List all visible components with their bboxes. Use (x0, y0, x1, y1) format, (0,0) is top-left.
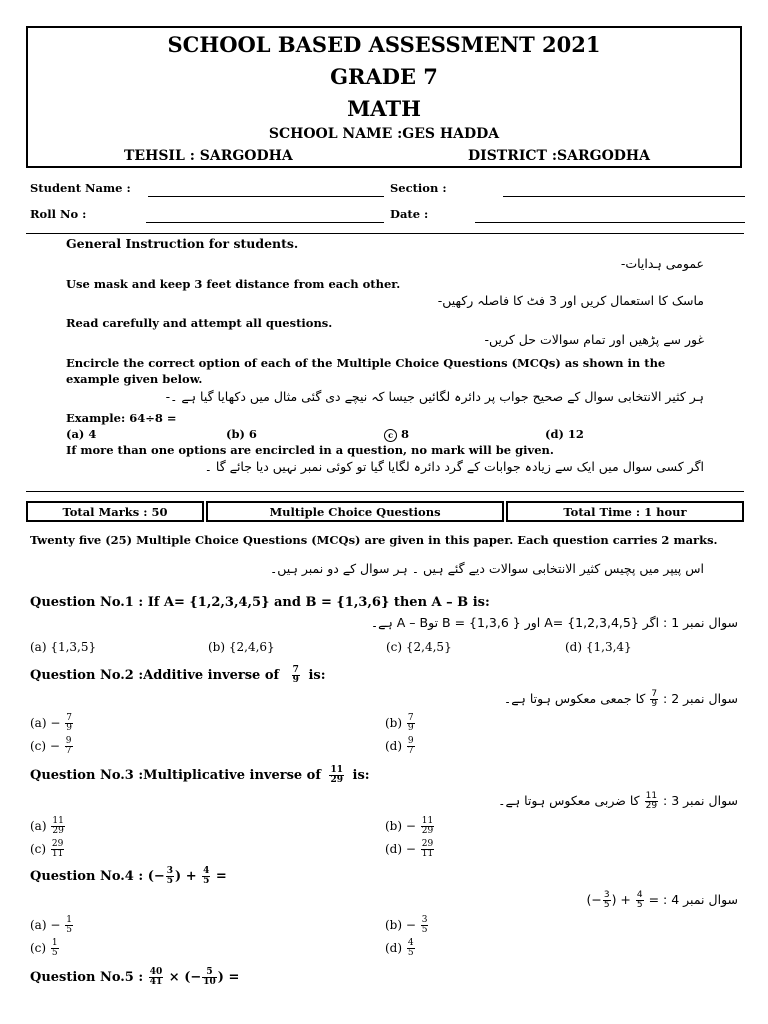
question-2 (30, 666, 326, 685)
divider-top (26, 233, 744, 234)
example-option-b: (b) 6 (226, 427, 257, 441)
q1-option-a[interactable]: (a) {1,3,5} (30, 640, 97, 654)
encircled-c-icon: c (384, 429, 397, 442)
question-4-urdu: سوال نمبر 4 : (− $\frac{3}{5}$ ) + $\frac{4}{5}$ = (586, 890, 738, 910)
question-4 (30, 867, 227, 886)
q4-option-d[interactable]: (d) $\frac{4}{5}$ (385, 938, 414, 958)
q5-expression: $\frac{40}{41}$ × (− $\frac{5}{10}$ ) = (149, 967, 240, 987)
q2-fraction: $\frac{7}{9}$ (292, 665, 299, 685)
date-field[interactable] (475, 222, 745, 223)
q2-option-c[interactable]: (c) − $\frac{9}{7}$ (30, 736, 72, 756)
district: DISTRICT :SARGODHA (468, 148, 650, 164)
instructions-heading: General Instruction for students. (66, 236, 299, 251)
question-3-tail: is: (352, 768, 370, 783)
q2-urdu-fraction: $\frac{7}{9}$ (651, 689, 658, 709)
q3-option-c[interactable]: (c) $\frac{29}{11}$ (30, 839, 64, 859)
intro-text: Twenty five (25) Multiple Choice Questions (MCQs) are given in this paper. Each question carries 2 marks. (30, 533, 718, 547)
q1-option-c[interactable]: (c) {2,4,5} (386, 640, 452, 654)
question-3-label: Question No.3 :Multiplicative inverse of (30, 768, 321, 783)
q4-option-c[interactable]: (c) $\frac{1}{5}$ (30, 938, 58, 958)
q4-urdu-expression: (− $\frac{3}{5}$ ) + $\frac{4}{5}$ = (586, 890, 660, 910)
instruction-encircle-urdu: ہر کثیر الانتخابی سوال کے صحیح جواب پر دائرہ لگائیں جیسا کہ نیچے دی گئی مثال میں دکھایا گیا ہے ۔- (165, 389, 704, 404)
example-option-a: (a) 4 (66, 427, 97, 441)
exam-title: SCHOOL BASED ASSESSMENT 2021 (167, 32, 601, 57)
instruction-encircle: Encircle the correct option of each of the Multiple Choice Questions (MCQs) as shown in the example given below. (66, 356, 666, 386)
question-3-urdu: سوال نمبر 3 : $\frac{11}{29}$ کا ضربی معکوس ہوتا ہے۔ (498, 791, 738, 811)
q2-option-b[interactable]: (b) $\frac{7}{9}$ (385, 713, 414, 733)
q4-option-a[interactable]: (a) − $\frac{1}{5}$ (30, 915, 72, 935)
header-box (26, 26, 742, 168)
q3-fraction: $\frac{11}{29}$ (330, 765, 344, 785)
intro-text-urdu: اس پیپر میں پچیس کثیر الانتخابی سوالات دیے گئے ہیں ۔ ہر سوال کے دو نمبر ہیں۔ (269, 561, 704, 576)
divider-bottom (26, 491, 744, 492)
q3-urdu-fraction: $\frac{11}{29}$ (645, 791, 658, 811)
q4-expression: (− $\frac{3}{5}$ ) + $\frac{4}{5}$ = (147, 866, 227, 886)
date-label: Date : (390, 207, 429, 221)
instruction-mask: Use mask and keep 3 feet distance from each other. (66, 277, 401, 291)
question-1: Question No.1 : If A= {1,2,3,4,5} and B = {1,3,6} then A – B is: (30, 595, 490, 610)
question-2-urdu: سوال نمبر 2 : $\frac{7}{9}$ کا جمعی معکوس ہوتا ہے۔ (503, 689, 738, 709)
tehsil: TEHSIL : SARGODHA (124, 148, 293, 164)
total-marks: Total Marks : 50 (26, 501, 204, 522)
instruction-read-urdu: غور سے پڑھیں اور تمام سوالات حل کریں- (484, 332, 704, 347)
section-label: Section : (390, 181, 447, 195)
question-2-label: Question No.2 :Additive inverse of (30, 668, 280, 683)
instruction-more-than-one-urdu: اگر کسی سوال میں ایک سے زیادہ جوابات کے گرد دائرہ لگایا گیا تو کوئی نمبر نہیں دیا جائے گا ۔ (204, 459, 704, 474)
question-4-label: Question No.4 : (30, 869, 144, 884)
roll-no-field[interactable] (146, 222, 384, 223)
question-1-urdu: سوال نمبر 1 : اگر A= {1,2,3,4,5} اور B = {1,3,6 } توA – B ہے۔ (370, 615, 738, 630)
total-time: Total Time : 1 hour (506, 501, 744, 522)
instruction-more-than-one: If more than one options are encircled in a question, no mark will be given. (66, 443, 554, 457)
instructions-heading-urdu: عمومی ہدایات- (620, 256, 704, 271)
subject-title: MATH (347, 96, 421, 121)
q3-option-d[interactable]: (d) − $\frac{29}{11}$ (385, 839, 434, 859)
q2-option-a[interactable]: (a) − $\frac{7}{9}$ (30, 713, 72, 733)
example-question: Example: 64÷8 = (66, 411, 177, 425)
instruction-read: Read carefully and attempt all questions. (66, 316, 333, 330)
grade-title: GRADE 7 (330, 64, 438, 89)
question-5 (30, 968, 239, 987)
q4-option-b[interactable]: (b) − $\frac{3}{5}$ (385, 915, 428, 935)
q3-option-a[interactable]: (a) $\frac{11}{29}$ (30, 816, 64, 836)
question-3 (30, 766, 370, 785)
q1-option-b[interactable]: (b) {2,4,6} (208, 640, 275, 654)
q2-option-d[interactable]: (d) $\frac{9}{7}$ (385, 736, 414, 756)
student-name-field[interactable] (148, 196, 384, 197)
instruction-mask-urdu: ماسک کا استعمال کریں اور 3 فٹ کا فاصلہ رکھیں- (437, 293, 704, 308)
q3-option-b[interactable]: (b) − $\frac{11}{29}$ (385, 816, 434, 836)
section-field[interactable] (503, 196, 745, 197)
student-name-label: Student Name : (30, 181, 131, 195)
example-option-d: (d) 12 (545, 427, 584, 441)
question-2-tail: is: (308, 668, 326, 683)
school-name: SCHOOL NAME :GES HADDA (268, 126, 500, 142)
example-option-c (384, 427, 409, 442)
section-name: Multiple Choice Questions (206, 501, 504, 522)
q1-option-d[interactable]: (d) {1,3,4} (565, 640, 632, 654)
roll-no-label: Roll No : (30, 207, 87, 221)
example-option-c-value: 8 (401, 427, 410, 441)
marks-bar (26, 501, 744, 522)
question-5-label: Question No.5 : (30, 970, 144, 985)
